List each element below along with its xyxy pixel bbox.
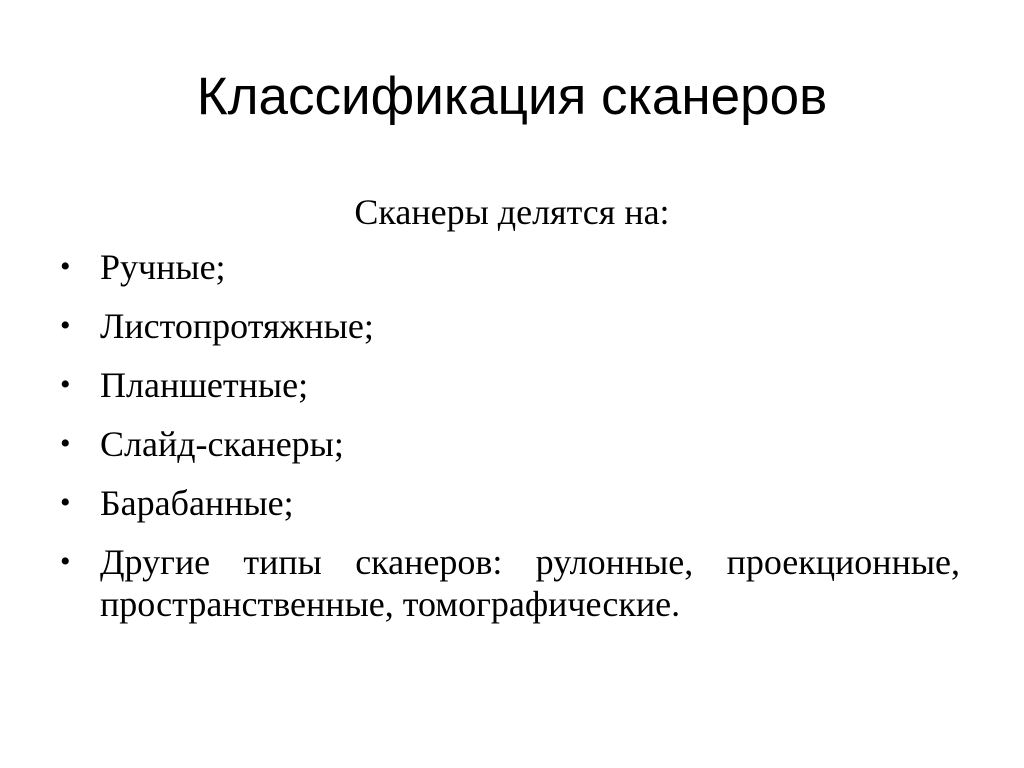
list-item-text: Барабанные;	[100, 483, 294, 523]
list-item	[60, 305, 960, 347]
bullet-icon: •	[60, 309, 71, 342]
list-item	[60, 482, 960, 524]
list-item	[60, 246, 960, 288]
slide-subtitle: Сканеры делятся на:	[354, 192, 670, 232]
list-item	[60, 423, 960, 465]
bullet-list	[60, 246, 960, 642]
slide-title: Классификация сканеров	[196, 67, 828, 126]
bullet-icon: •	[60, 486, 71, 519]
list-item	[60, 364, 960, 406]
bullet-icon: •	[60, 368, 71, 401]
bullet-icon: •	[60, 250, 71, 283]
list-item	[60, 541, 960, 625]
list-item-text: Другие типы сканеров: рулонные, проекционные, пространственные, томографические.	[100, 542, 960, 624]
list-item-text: Листопротяжные;	[100, 306, 374, 346]
list-item-text: Ручные;	[100, 247, 226, 287]
list-item-text: Планшетные;	[100, 365, 309, 405]
list-item-text: Слайд-сканеры;	[100, 424, 344, 464]
bullet-icon: •	[60, 427, 71, 460]
bullet-icon: •	[60, 545, 71, 578]
